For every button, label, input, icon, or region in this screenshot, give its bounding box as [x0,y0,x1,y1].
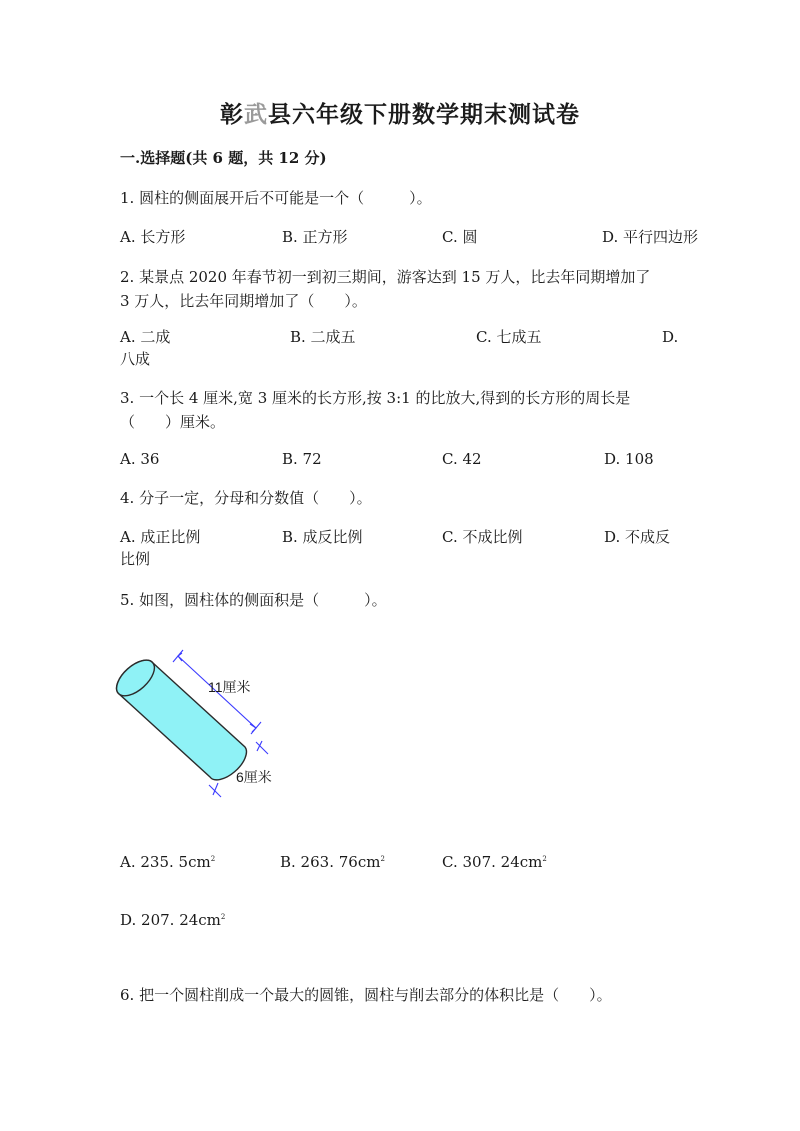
q3-option-c: C. 42 [442,450,482,468]
q4-option-a: A. 成正比例 [120,528,201,546]
squared-sup: 2 [380,855,385,863]
q1-option-c: C. 圆 [442,228,478,246]
q2-option-b: B. 二成五 [290,328,356,346]
q3-option-a: A. 36 [120,450,160,468]
length-label: 11厘米 [208,679,251,695]
question-5-text: 5. 如图，圆柱体的侧面积是（ ）。 [120,591,387,609]
q5-option-c-text: C. 307. 24cm [442,853,543,871]
title-char: 彰 [220,101,244,128]
q2-option-d-text: 八成 [120,350,151,368]
q1-option-a: A. 长方形 [120,228,186,246]
page-title [0,96,800,129]
q4-option-d-line-1: D. 不成反 [604,528,671,546]
question-2-line-1: 2. 某景点 2020 年春节初一到初三期间，游客达到 15 万人，比去年同期增加了 [120,268,651,286]
q5-option-b-text: B. 263. 76cm [280,853,381,871]
question-4-text: 4. 分子一定，分母和分数值（ ）。 [120,489,372,507]
diameter-label: 6厘米 [236,769,272,785]
q2-option-c: C. 七成五 [476,328,542,346]
q5-option-a-text: A. 235. 5cm [120,853,211,871]
q1-option-d: D. 平行四边形 [602,228,699,246]
cylinder-figure [110,640,310,810]
question-1-text: 1. 圆柱的侧面展开后不可能是一个（ ）。 [120,189,432,207]
question-6-text: 6. 把一个圆柱削成一个最大的圆锥，圆柱与削去部分的体积比是（ ）。 [120,986,612,1004]
q3-option-d: D. 108 [604,450,654,468]
q3-option-b: B. 72 [282,450,322,468]
squared-sup: 2 [220,913,226,921]
squared-sup: 2 [210,855,216,863]
question-3-line-2: （ ）厘米。 [120,413,226,431]
q5-option-c [442,848,547,873]
q4-option-c: C. 不成比例 [442,528,523,546]
q5-option-b [280,848,385,873]
squared-sup: 2 [542,855,547,863]
q5-option-d-text: D. 207. 24cm [120,911,221,929]
q5-option-a [120,848,215,873]
q1-option-b: B. 正方形 [282,228,348,246]
q2-option-d-label: D. [662,328,679,346]
question-3-line-1: 3. 一个长 4 厘米,宽 3 厘米的长方形,按 3:1 的比放大,得到的长方形的周长是 [120,389,631,407]
question-2-line-2: 3 万人，比去年同期增加了（ ）。 [120,292,367,310]
q4-option-b: B. 成反比例 [282,528,363,546]
q5-option-d [120,906,225,931]
q4-option-d-line-2: 比例 [120,550,151,568]
q2-option-a: A. 二成 [120,328,171,346]
title-rest: 县六年级下册数学期末测试卷 [268,101,580,128]
section-heading: 一.选择题(共 6 题，共 12 分) [120,149,327,167]
title-accent-char: 武 [244,101,268,128]
